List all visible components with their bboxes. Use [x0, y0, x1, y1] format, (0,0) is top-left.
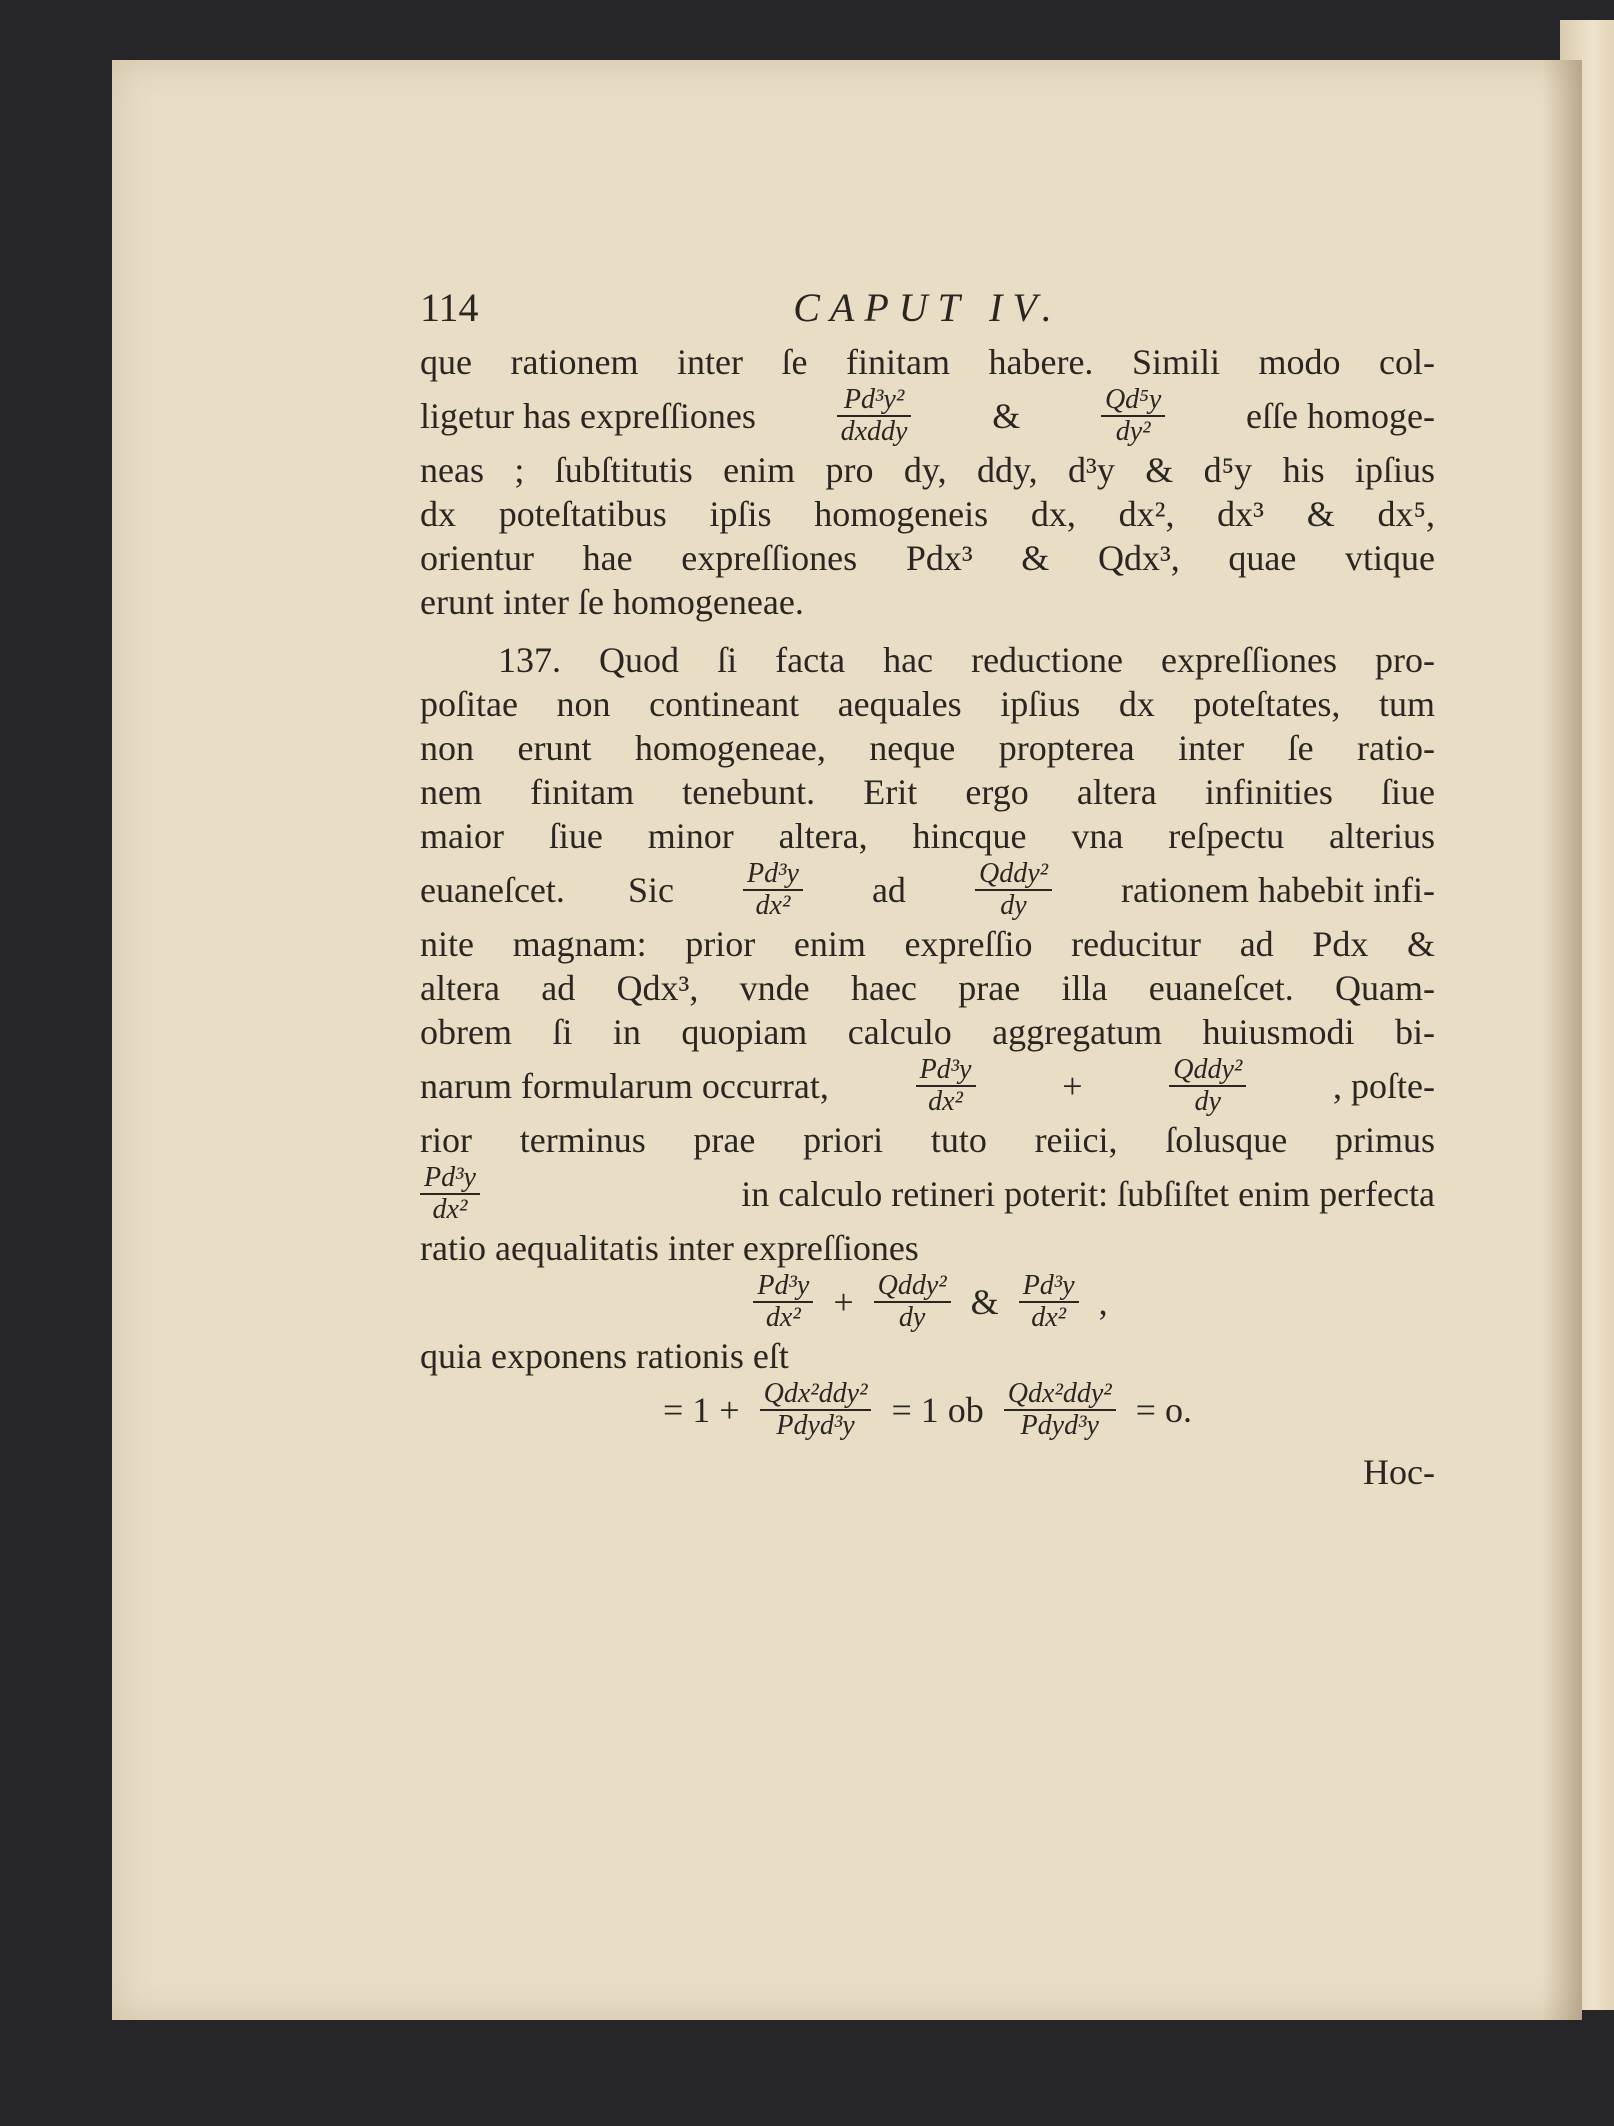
formula-line: ligetur has expreſſiones $\frac{\text{Pd³y²}}{\text{dxddy}}$ & $\frac{\text{Qd⁵y}}{\text{dy²}}$ eſſe homoge-: [420, 384, 1435, 447]
fraction: $\frac{\text{Pd³y²}}{\text{dxddy}}$: [837, 385, 912, 447]
fraction: $\frac{\text{Pd³y}}{\text{dx²}}$: [916, 1055, 976, 1117]
page-number: 114: [420, 285, 479, 330]
text-line: neas ; ſubſtitutis enim pro dy, ddy, d³y & d⁵y his ipſius: [420, 450, 1435, 490]
text-line: altera ad Qdx³, vnde haec prae illa euaneſcet. Quam-: [420, 968, 1435, 1008]
fraction: $\frac{\text{Qdx²ddy²}}{\text{Pdyd³y}}$: [760, 1379, 872, 1441]
fraction: $\frac{\text{Pd³y}}{\text{dx²}}$: [743, 859, 803, 921]
text-line: non erunt homogeneae, neque propterea inter ſe ratio-: [420, 728, 1435, 768]
formula-line: narum formularum occurrat, $\frac{\text{Pd³y}}{\text{dx²}}$ + $\frac{\text{Qddy²}}{dy}$ , poſte-: [420, 1054, 1435, 1117]
formula-line: euaneſcet. Sic $\frac{\text{Pd³y}}{\text{dx²}}$ ad $\frac{\text{Qddy²}}{dy}$ rationem habebit infi-: [420, 858, 1435, 921]
paragraph-137-start: 137. Quod ſi facta hac reductione expreſſiones pro-: [498, 640, 1435, 680]
fraction: $\frac{\text{Qdx²ddy²}}{\text{Pdyd³y}}$: [1004, 1379, 1116, 1441]
fraction: $\frac{\text{Pd³y}}{\text{dx²}}$: [753, 1271, 813, 1333]
running-title: CAPUT IV.: [793, 285, 1062, 330]
text-line: rior terminus prae priori tuto reiici, ſolusque primus: [420, 1120, 1435, 1160]
text-line: nite magnam: prior enim expreſſio reducitur ad Pdx &: [420, 924, 1435, 964]
text-line: erunt inter ſe homogeneae.: [420, 582, 804, 622]
page-gutter-shadow: [1542, 60, 1582, 2020]
text-line: poſitae non contineant aequales ipſius dx poteſtates, tum: [420, 684, 1435, 724]
text-line: que rationem inter ſe finitam habere. Simili modo col-: [420, 342, 1435, 382]
display-equation: $\frac{\text{Pd³y}}{\text{dx²}}$ + $\frac{\text{Qddy²}}{dy}$ & $\frac{\text{Pd³y}}{\text{dx²}}$ ,: [420, 1270, 1435, 1334]
formula-line: $\frac{\text{Pd³y}}{\text{dx²}}$ in calculo retineri poterit: ſubſiſtet enim perfecta: [420, 1162, 1435, 1226]
catchword: Hoc-: [1363, 1452, 1435, 1492]
text-line: obrem ſi in quopiam calculo aggregatum huiusmodi bi-: [420, 1012, 1435, 1052]
fraction: $\frac{\text{Pd³y}}{\text{dx²}}$: [420, 1163, 480, 1225]
fraction: $\frac{\text{Qddy²}}{dy}$: [874, 1271, 951, 1333]
page-text: [420, 280, 1435, 1494]
text-line: dx poteſtatibus ipſis homogeneis dx, dx², dx³ & dx⁵,: [420, 494, 1435, 534]
text-line: maior ſiue minor altera, hincque vna reſpectu alterius: [420, 816, 1435, 856]
fraction: $\frac{\text{Qd⁵y}}{\text{dy²}}$: [1101, 385, 1165, 447]
fraction: $\frac{\text{Qddy²}}{dy}$: [1169, 1055, 1246, 1117]
text-line: orientur hae expreſſiones Pdx³ & Qdx³, quae vtique: [420, 538, 1435, 578]
text-line: ratio aequalitatis inter expreſſiones: [420, 1228, 919, 1268]
display-equation: = 1 + $\frac{\text{Qdx²ddy²}}{\text{Pdyd³y}}$ = 1 ob $\frac{\text{Qdx²ddy²}}{\text{Pdyd³y}}$ = o.: [663, 1378, 1192, 1441]
text-line: quia exponens rationis eſt: [420, 1336, 789, 1376]
running-header: [420, 280, 1435, 340]
text-line: nem finitam tenebunt. Erit ergo altera infinities ſiue: [420, 772, 1435, 812]
fraction: $\frac{\text{Pd³y}}{\text{dx²}}$: [1019, 1271, 1079, 1333]
fraction: $\frac{\text{Qddy²}}{dy}$: [975, 859, 1052, 921]
